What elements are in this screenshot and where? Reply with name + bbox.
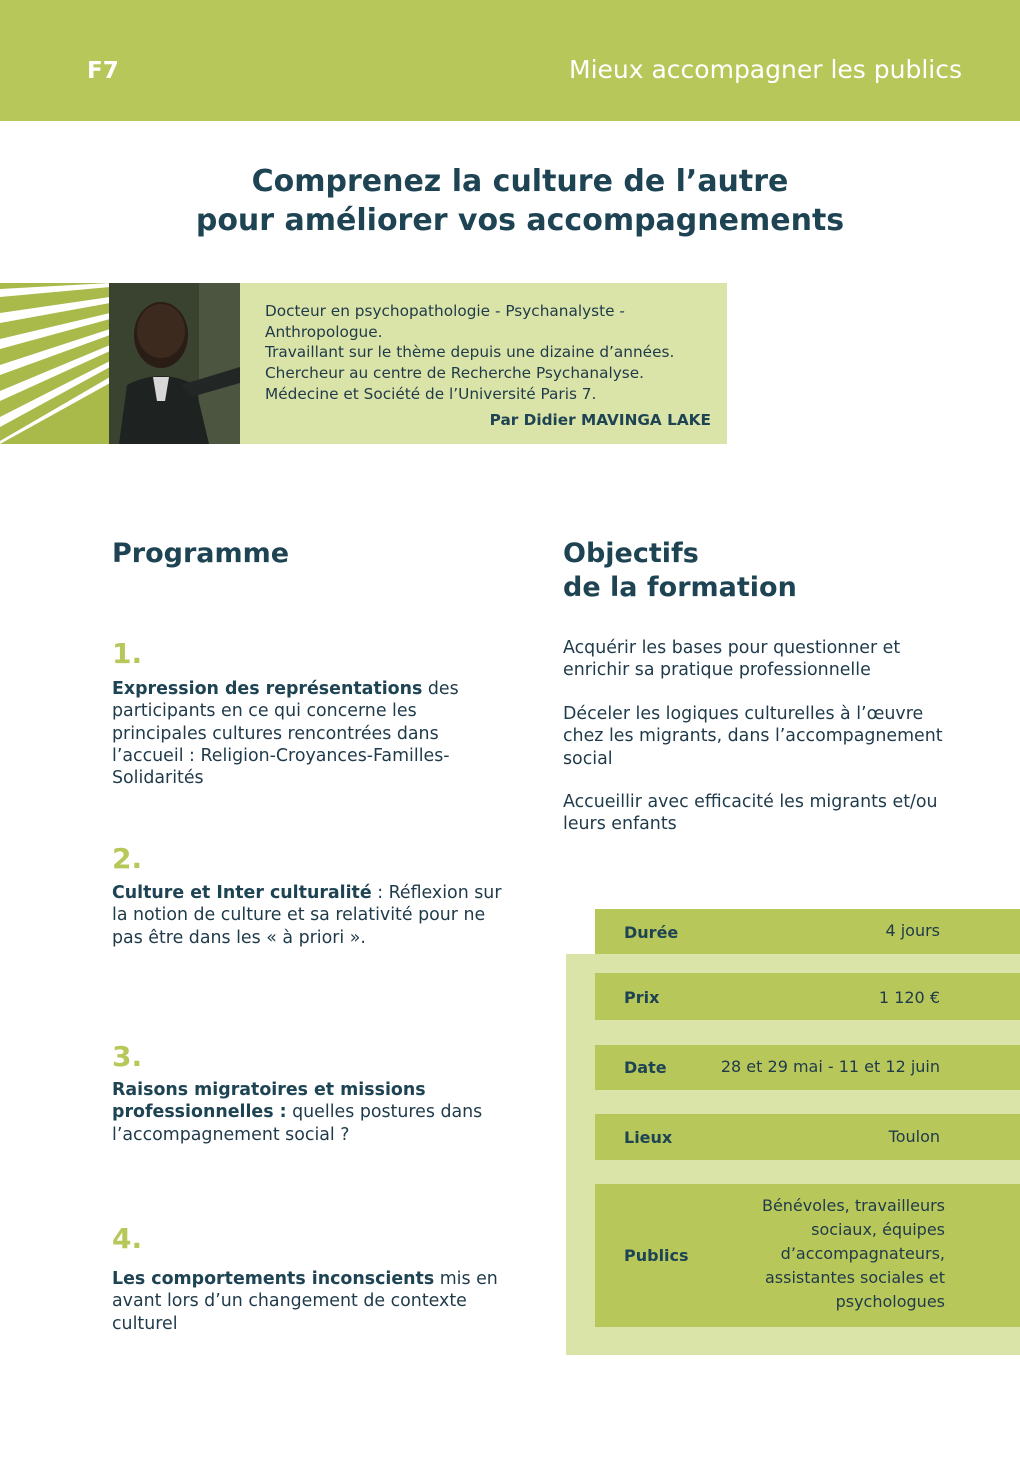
programme-number: 1. xyxy=(112,637,143,670)
programme-number: 4. xyxy=(112,1222,143,1255)
programme-item-bold: Raisons migratoires et missions professionnelles : xyxy=(112,1080,426,1123)
page-title xyxy=(0,162,1020,240)
detail-row-publics xyxy=(595,1184,1020,1327)
bio-line: Travaillant sur le thème depuis une dizaine d’années. xyxy=(265,343,675,362)
bio-author: Par Didier MAVINGA LAKE xyxy=(489,411,711,429)
programme-item-text: : Réflexion sur la notion de culture et sa relativité pour ne pas être dans les « à priori ». xyxy=(112,883,502,948)
publics-line: Bénévoles, travailleurs xyxy=(761,1196,945,1215)
speaker-bio xyxy=(240,283,727,444)
detail-value xyxy=(762,1194,945,1314)
objectif-item: Déceler les logiques culturelles à l’œuvre chez les migrants, dans l’accompagnement social xyxy=(563,704,943,769)
detail-label: Publics xyxy=(624,1246,689,1265)
bio-line: Chercheur au centre de Recherche Psychanalyse. xyxy=(265,364,645,383)
programme-item xyxy=(112,678,512,789)
publics-line: psychologues xyxy=(835,1292,945,1311)
programme-number: 3. xyxy=(112,1040,143,1073)
detail-label: Prix xyxy=(624,988,660,1007)
programme-item xyxy=(112,882,512,949)
section-title: Mieux accompagner les publics xyxy=(569,55,962,84)
decorative-stripes xyxy=(0,283,110,444)
publics-line: sociaux, équipes xyxy=(811,1220,945,1239)
bio-line: Docteur en psychopathologie - Psychanalyste - xyxy=(265,302,625,320)
objectifs-heading-line1: Objectifs xyxy=(563,538,699,569)
publics-line: d’accompagnateurs, xyxy=(780,1244,945,1263)
bio-line: Médecine et Société de l’Université Paris 7. xyxy=(265,384,597,403)
detail-row-duree xyxy=(595,909,1020,954)
programme-item-bold: Expression des représentations xyxy=(112,679,423,699)
programme-item xyxy=(112,1079,512,1146)
speaker-photo xyxy=(109,283,240,444)
bio-text xyxy=(265,301,674,405)
module-code: F7 xyxy=(87,58,119,84)
detail-value: 28 et 29 mai - 11 et 12 juin xyxy=(720,1057,940,1076)
programme-item-bold: Culture et Inter culturalité xyxy=(112,883,372,903)
detail-label: Durée xyxy=(624,923,679,942)
programme-item-text: mis en avant lors d’un changement de contexte culturel xyxy=(112,1269,498,1334)
objectif-item: Acquérir les bases pour questionner et enrichir sa pratique professionnelle xyxy=(563,638,901,681)
detail-value: 4 jours xyxy=(885,921,940,940)
page-title-line1: Comprenez la culture de l’autre xyxy=(251,164,789,199)
header-bar xyxy=(0,0,1020,121)
programme-item xyxy=(112,1268,512,1335)
page-title-line2: pour améliorer vos accompagnements xyxy=(195,203,845,238)
detail-label: Lieux xyxy=(624,1128,673,1147)
detail-value: Toulon xyxy=(888,1127,940,1146)
detail-label: Date xyxy=(624,1058,667,1077)
programme-heading: Programme xyxy=(112,538,290,569)
objectifs-heading xyxy=(563,537,797,605)
objectifs-heading-line2: de la formation xyxy=(563,572,797,603)
detail-value: 1 120 € xyxy=(878,988,940,1007)
programme-item-bold: Les comportements inconscients xyxy=(112,1269,435,1289)
detail-row-date xyxy=(595,1045,1020,1090)
detail-row-prix xyxy=(595,973,1020,1020)
publics-line: assistantes sociales et xyxy=(764,1268,945,1287)
detail-row-lieux xyxy=(595,1114,1020,1160)
programme-item-text: des participants en ce qui concerne les principales cultures rencontrées dans l’accueil : Religion-Croyances-Familles-Solidarités xyxy=(112,679,459,789)
programme-number: 2. xyxy=(112,842,143,875)
objectif-item: Accueillir avec efficacité les migrants et/ou leurs enfants xyxy=(563,792,938,835)
programme-item-text: quelles postures dans l’accompagnement social ? xyxy=(112,1102,483,1145)
bio-line: Anthropologue. xyxy=(265,322,383,341)
